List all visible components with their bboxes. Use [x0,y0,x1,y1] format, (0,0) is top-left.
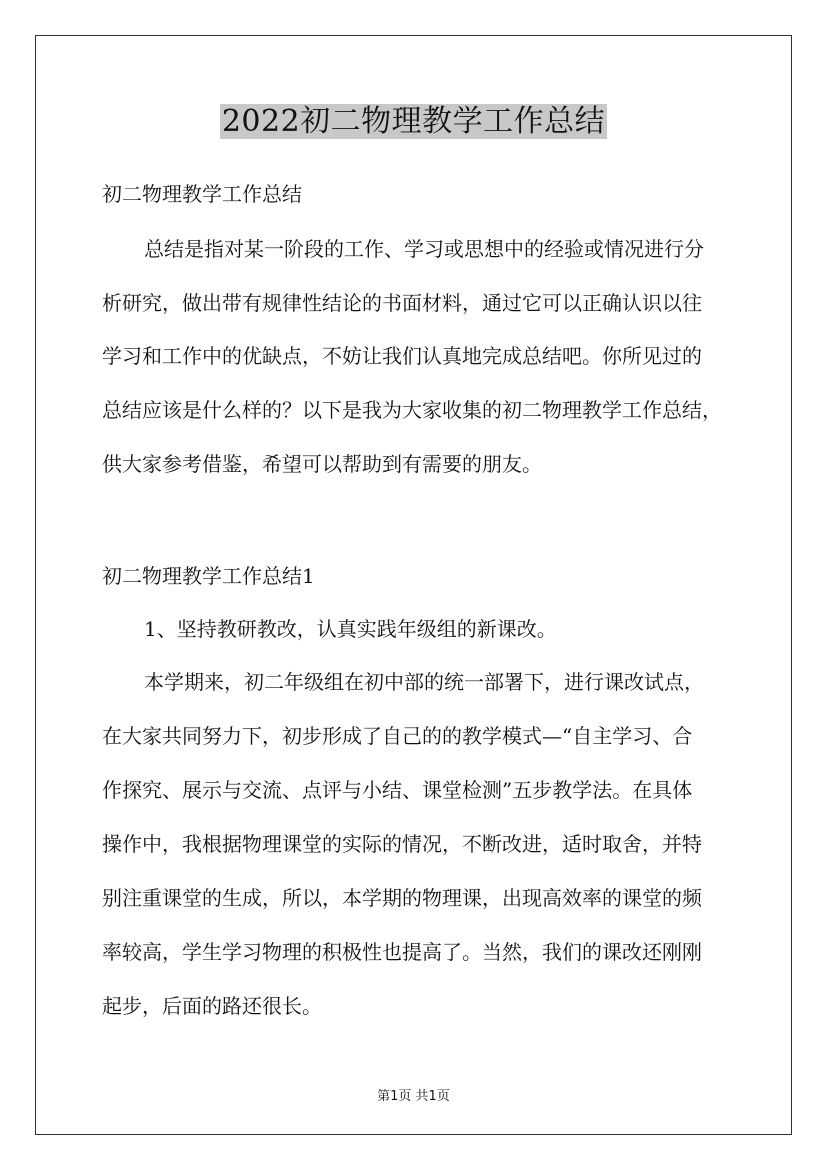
page-number: 第1页 共1页 [377,1089,450,1104]
title-text: 2022初二物理教学工作总结 [221,104,606,139]
body-line: 别注重课堂的生成，所以，本学期的物理课，出现高效率的课堂的频 [102,886,702,910]
intro-line: 学习和工作中的优缺点，不妨让我们认真地完成总结吧。你所见过的 [102,344,702,368]
body-line: 操作中，我根据物理课堂的实际的情况，不断改进，适时取舍，并特 [102,832,702,856]
document-title [0,100,827,144]
body-line: 本学期来，初二年级组在初中部的统一部署下，进行课改试点， [144,670,704,694]
subtitle: 初二物理教学工作总结 [102,182,302,206]
intro-line: 析研究，做出带有规律性结论的书面材料，通过它可以正确认识以往 [102,291,702,315]
body-line: 作探究、展示与交流、点评与小结、课堂检测”五步教学法。在具体 [102,778,693,802]
body-line: 在大家共同努力下，初步形成了自己的的教学模式—“自主学习、合 [102,724,693,748]
intro-line: 供大家参考借鉴，希望可以帮助到有需要的朋友。 [102,452,542,476]
body-line: 起步，后面的路还很长。 [102,994,322,1018]
body-line: 率较高，学生学习物理的积极性也提高了。当然，我们的课改还刚刚 [102,940,702,964]
page-footer [0,1085,827,1104]
intro-line: 总结应该是什么样的？以下是我为大家收集的初二物理教学工作总结， [102,398,722,422]
section-point: 1、坚持教研教改，认真实践年级组的新课改。 [144,617,557,641]
intro-line: 总结是指对某一阶段的工作、学习或思想中的经验或情况进行分 [144,237,704,261]
section-heading: 初二物理教学工作总结1 [102,564,315,588]
